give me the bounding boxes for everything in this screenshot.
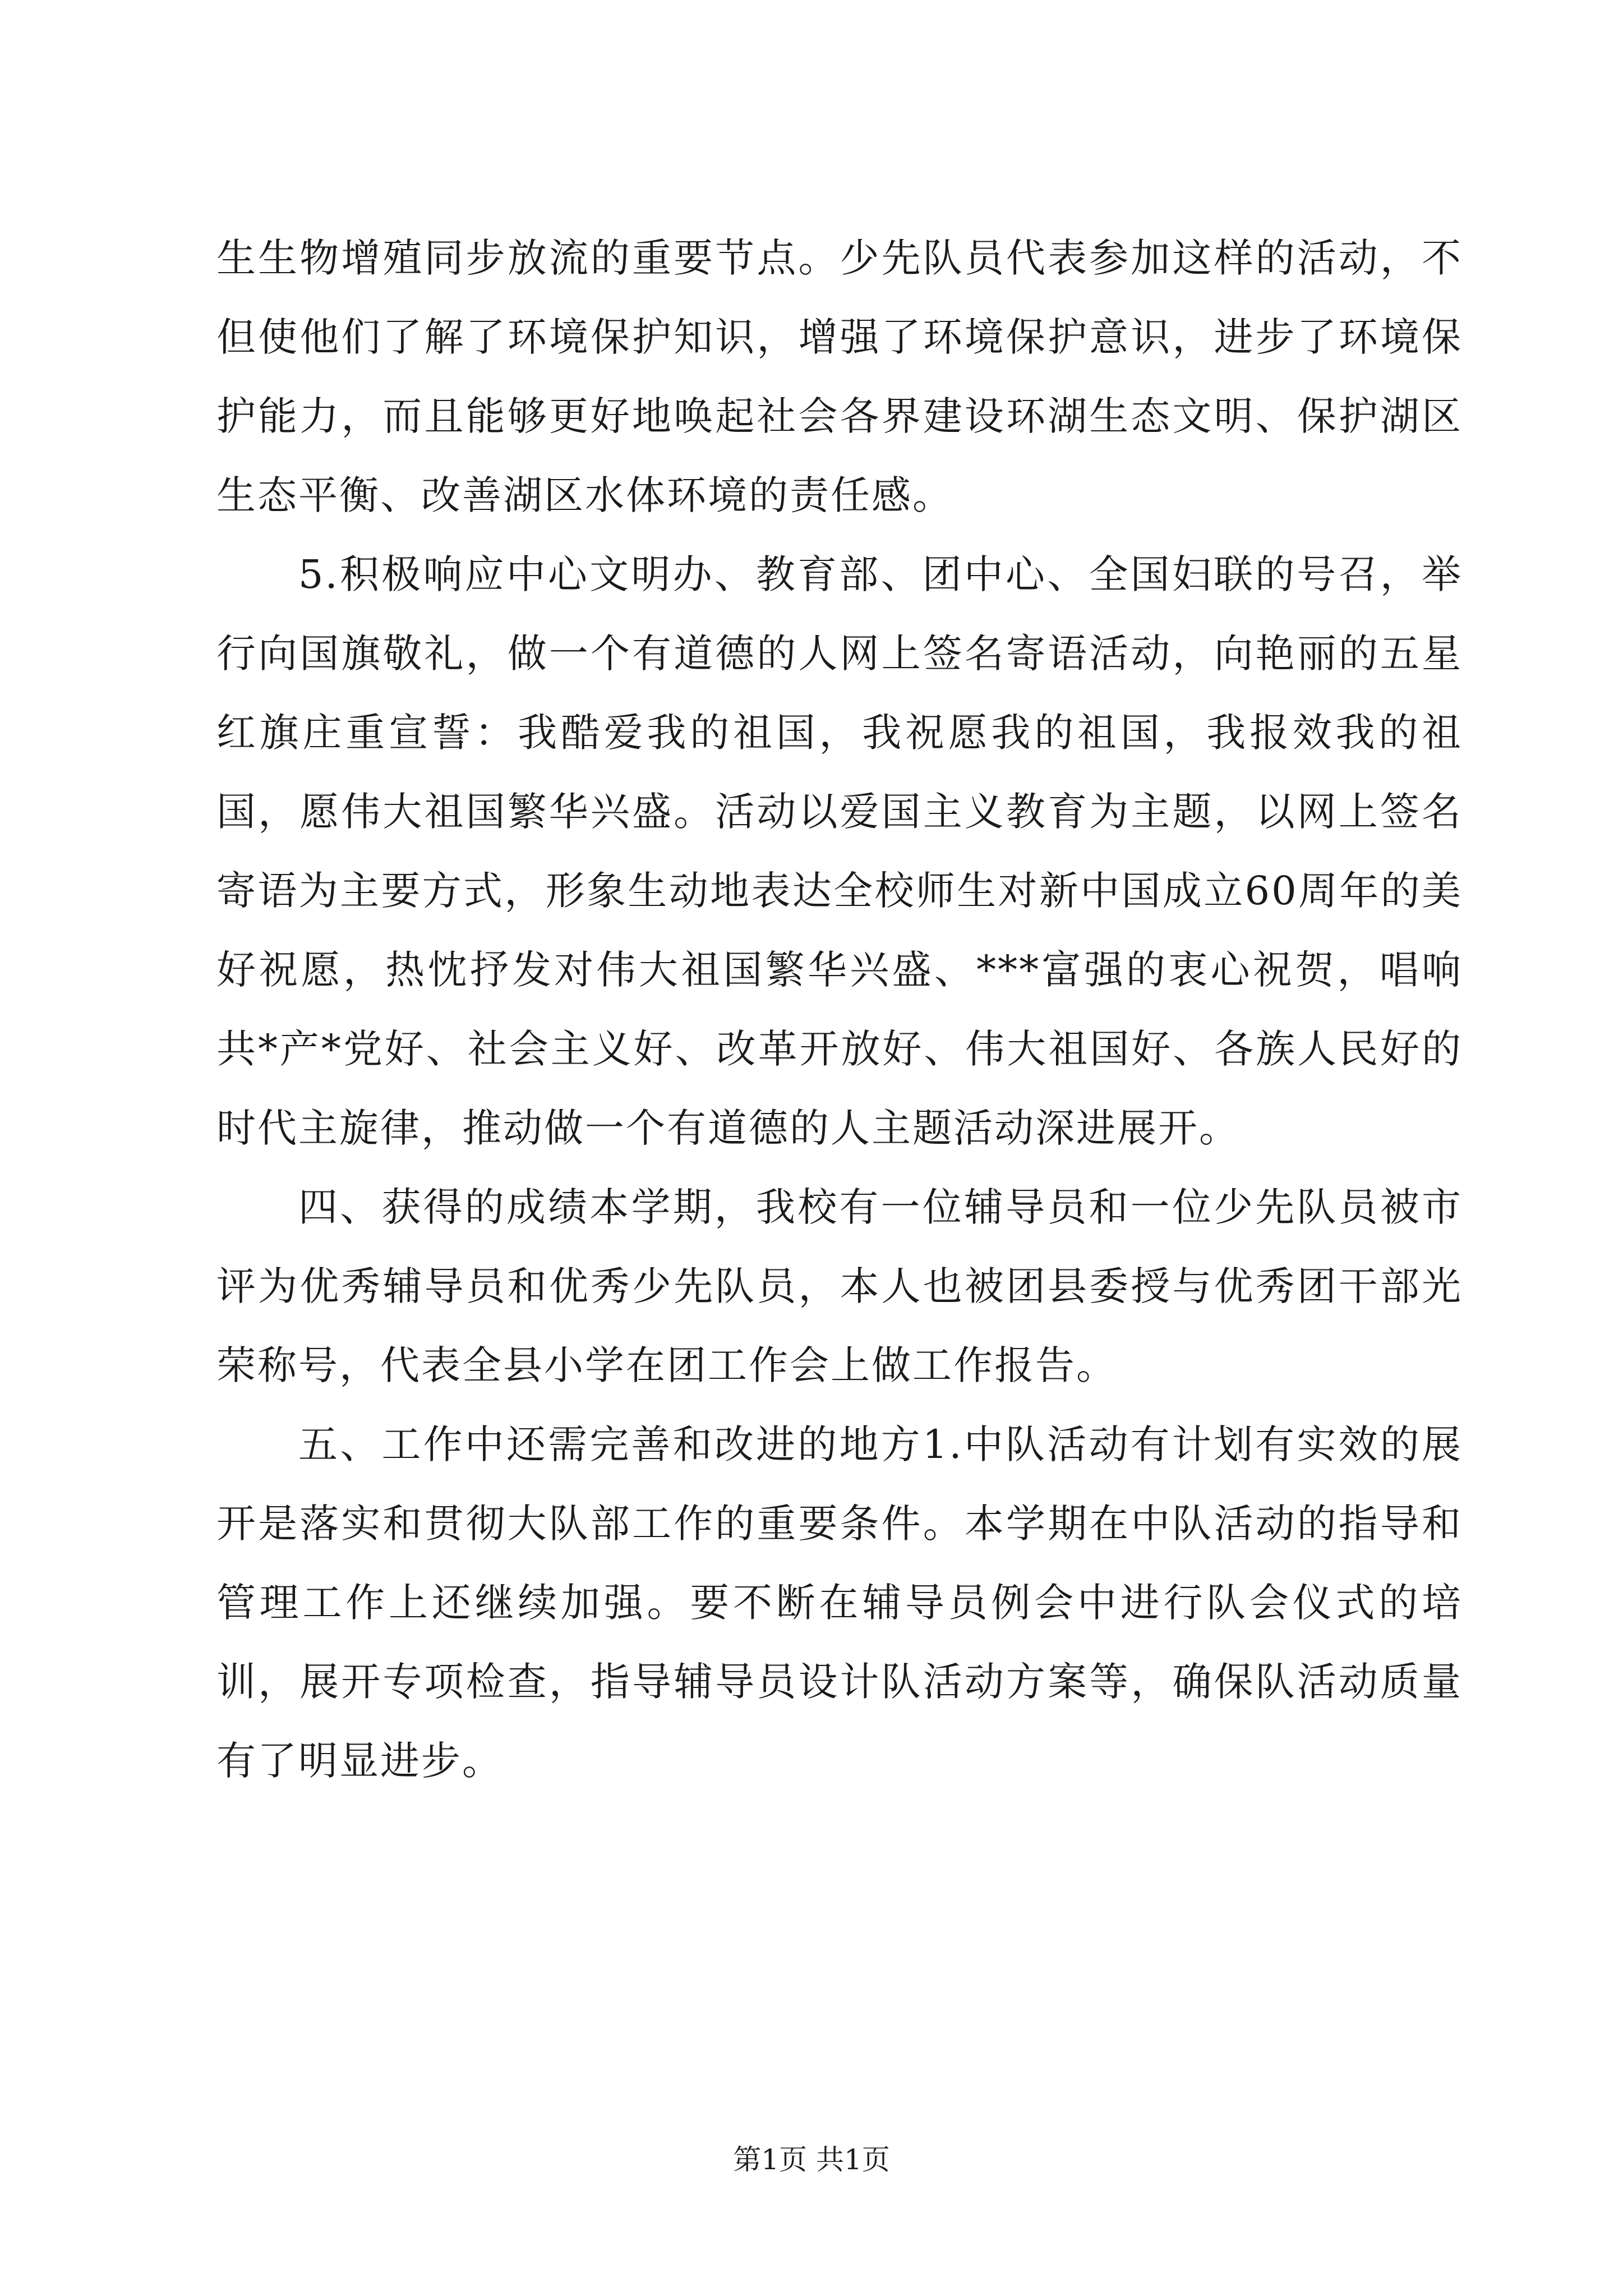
paragraph-flag-salute: 5.积极响应中心文明办、教育部、团中心、全国妇联的号召，举行向国旗敬礼，做一个有道德的人网上签名寄语活动，向艳丽的五星红旗庄重宣誓：我酷爱我的祖国，我祝愿我的祖国，我报效我的祖国，愿伟大祖国繁华兴盛。活动以爱国主义教育为主题，以网上签名寄语为主要方式，形象生动地表达全校师生对新中国成立60周年的美好祝愿，热忱抒发对伟大祖国繁华兴盛、***富强的衷心祝贺，唱响共*产*党好、社会主义好、改革开放好、伟大祖国好、各族人民好的时代主旋律，推动做一个有道德的人主题活动深进展开。: [216, 551, 1463, 1151]
paragraph-improvements: 五、工作中还需完善和改进的地方1.中队活动有计划有实效的展开是落实和贯彻大队部工作的重要条件。本学期在中队活动的指导和管理工作上还继续加强。要不断在辅导员例会中进行队会仪式的培训，展开专项检查，指导辅导员设计队活动方案等，确保队活动质量有了明显进步。: [216, 1421, 1463, 1784]
paragraph-achievements: 四、获得的成绩本学期，我校有一位辅导员和一位少先队员被市评为优秀辅导员和优秀少先队员，本人也被团县委授与优秀团干部光荣称号，代表全县小学在团工作会上做工作报告。: [216, 1184, 1463, 1388]
document-body: [216, 219, 1463, 1801]
paragraph-environment: 生生物增殖同步放流的重要节点。少先队员代表参加这样的活动，不但使他们了解了环境保护知识，增强了环境保护意识，进步了环境保护能力，而且能够更好地唤起社会各界建设环湖生态文明、保护湖区生态平衡、改善湖区水体环境的责任感。: [216, 235, 1463, 518]
page-footer: 第1页 共1页: [733, 2143, 890, 2176]
